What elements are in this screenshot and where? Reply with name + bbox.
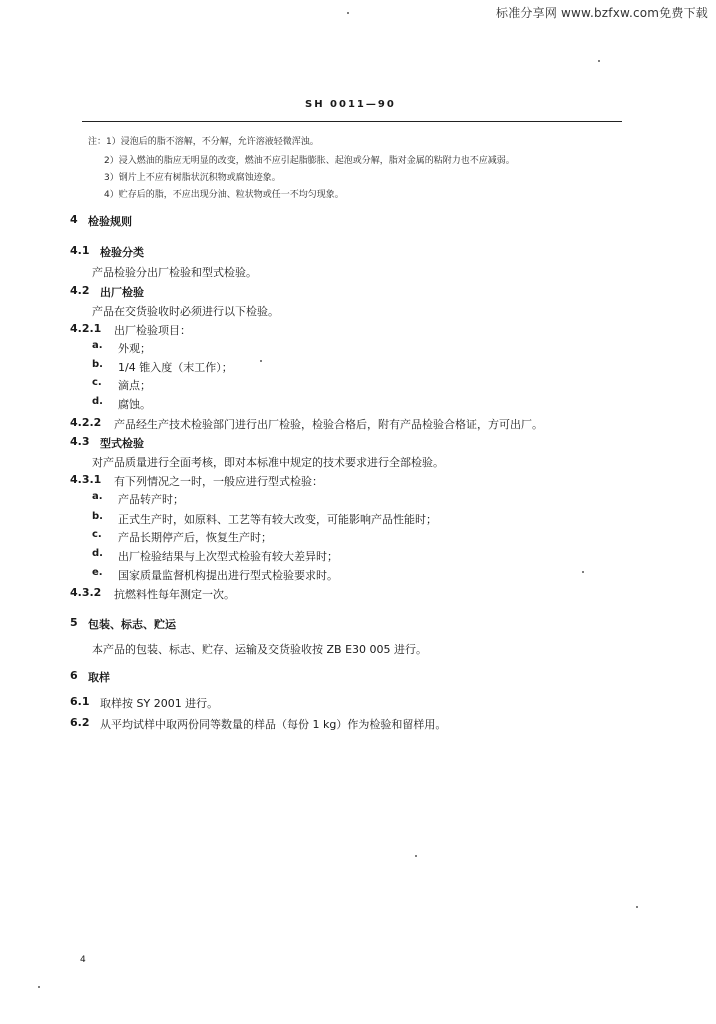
section-5-number: 5 [70,616,78,629]
scan-speck [415,855,417,857]
section-4-3-number: 4.3 [70,435,90,448]
section-5-title: 包装、标志、贮运 [88,618,176,631]
section-4-3-title: 型式检验 [100,437,144,450]
list-item-label: a. [92,491,103,502]
section-4-1-text: 产品检验分出厂检验和型式检验。 [92,266,257,279]
section-6-title: 取样 [88,671,110,684]
list-item: 正式生产时，如原料、工艺等有较大改变，可能影响产品性能时； [118,513,437,526]
section-4-2-number: 4.2 [70,284,90,297]
watermark: 标准分享网 www.bzfxw.com免费下载 [496,6,708,20]
standard-header: SH 0011—90 [305,99,396,110]
list-item-label: d. [92,548,103,559]
list-item: 产品转产时； [118,493,184,506]
section-4-2-2-text: 产品经生产技术检验部门进行出厂检验，检验合格后，附有产品检验合格证，方可出厂。 [114,418,543,431]
section-4-2-1-number: 4.2.1 [70,322,102,335]
scan-speck [582,571,584,573]
section-5-text: 本产品的包装、标志、贮存、运输及交货验收按 ZB E30 005 进行。 [92,643,428,656]
list-item: 腐蚀。 [118,398,151,411]
list-item-label: a. [92,340,103,351]
scan-speck [260,360,262,362]
section-6-number: 6 [70,669,78,682]
scan-speck [636,906,638,908]
note-4: 4）贮存后的脂，不应出现分油、粒状物或任一不均匀现象。 [104,190,344,200]
list-item-label: b. [92,511,103,522]
note-1: 注：1）浸泡后的脂不溶解，不分解，允许溶液轻微浑浊。 [88,137,319,147]
list-item-label: c. [92,377,102,388]
section-6-2-text: 从平均试样中取两份同等数量的样品（每份 1 kg）作为检验和留样用。 [100,718,447,731]
scan-speck [38,986,40,988]
list-item-label: b. [92,359,103,370]
list-item-label: d. [92,396,103,407]
section-4-2-text: 产品在交货验收时必须进行以下检验。 [92,305,279,318]
section-6-2-number: 6.2 [70,716,90,729]
section-4-number: 4 [70,213,78,226]
section-4-2-title: 出厂检验 [100,286,144,299]
list-item: 出厂检验结果与上次型式检验有较大差异时； [118,550,338,563]
section-4-2-1-text: 出厂检验项目： [114,324,191,337]
section-4-3-1-text: 有下列情况之一时，一般应进行型式检验： [114,475,323,488]
section-4-title: 检验规则 [88,215,132,228]
list-item-label: e. [92,567,103,578]
list-item-label: c. [92,529,102,540]
scan-speck [598,60,600,62]
section-6-1-number: 6.1 [70,695,90,708]
section-4-3-text: 对产品质量进行全面考核，即对本标准中规定的技术要求进行全部检验。 [92,456,444,469]
list-item: 滴点； [118,379,151,392]
section-4-3-2-text: 抗燃料性每年测定一次。 [114,588,235,601]
header-rule [82,121,622,122]
section-4-3-2-number: 4.3.2 [70,586,102,599]
section-4-2-2-number: 4.2.2 [70,416,102,429]
section-6-1-text: 取样按 SY 2001 进行。 [100,697,219,710]
list-item: 国家质量监督机构提出进行型式检验要求时。 [118,569,338,582]
page-number: 4 [80,955,86,965]
note-2: 2）浸入燃油的脂应无明显的改变，燃油不应引起脂膨胀、起泡或分解，脂对金属的粘附力也不应减弱。 [104,156,515,166]
list-item: 1/4 锥入度（末工作）； [118,361,233,374]
note-3: 3）钢片上不应有树脂状沉积物或腐蚀迹象。 [104,173,281,183]
section-4-1-title: 检验分类 [100,246,144,259]
section-4-3-1-number: 4.3.1 [70,473,102,486]
list-item: 产品长期停产后，恢复生产时； [118,531,272,544]
scan-speck [347,12,349,14]
section-4-1-number: 4.1 [70,244,90,257]
list-item: 外观； [118,342,151,355]
